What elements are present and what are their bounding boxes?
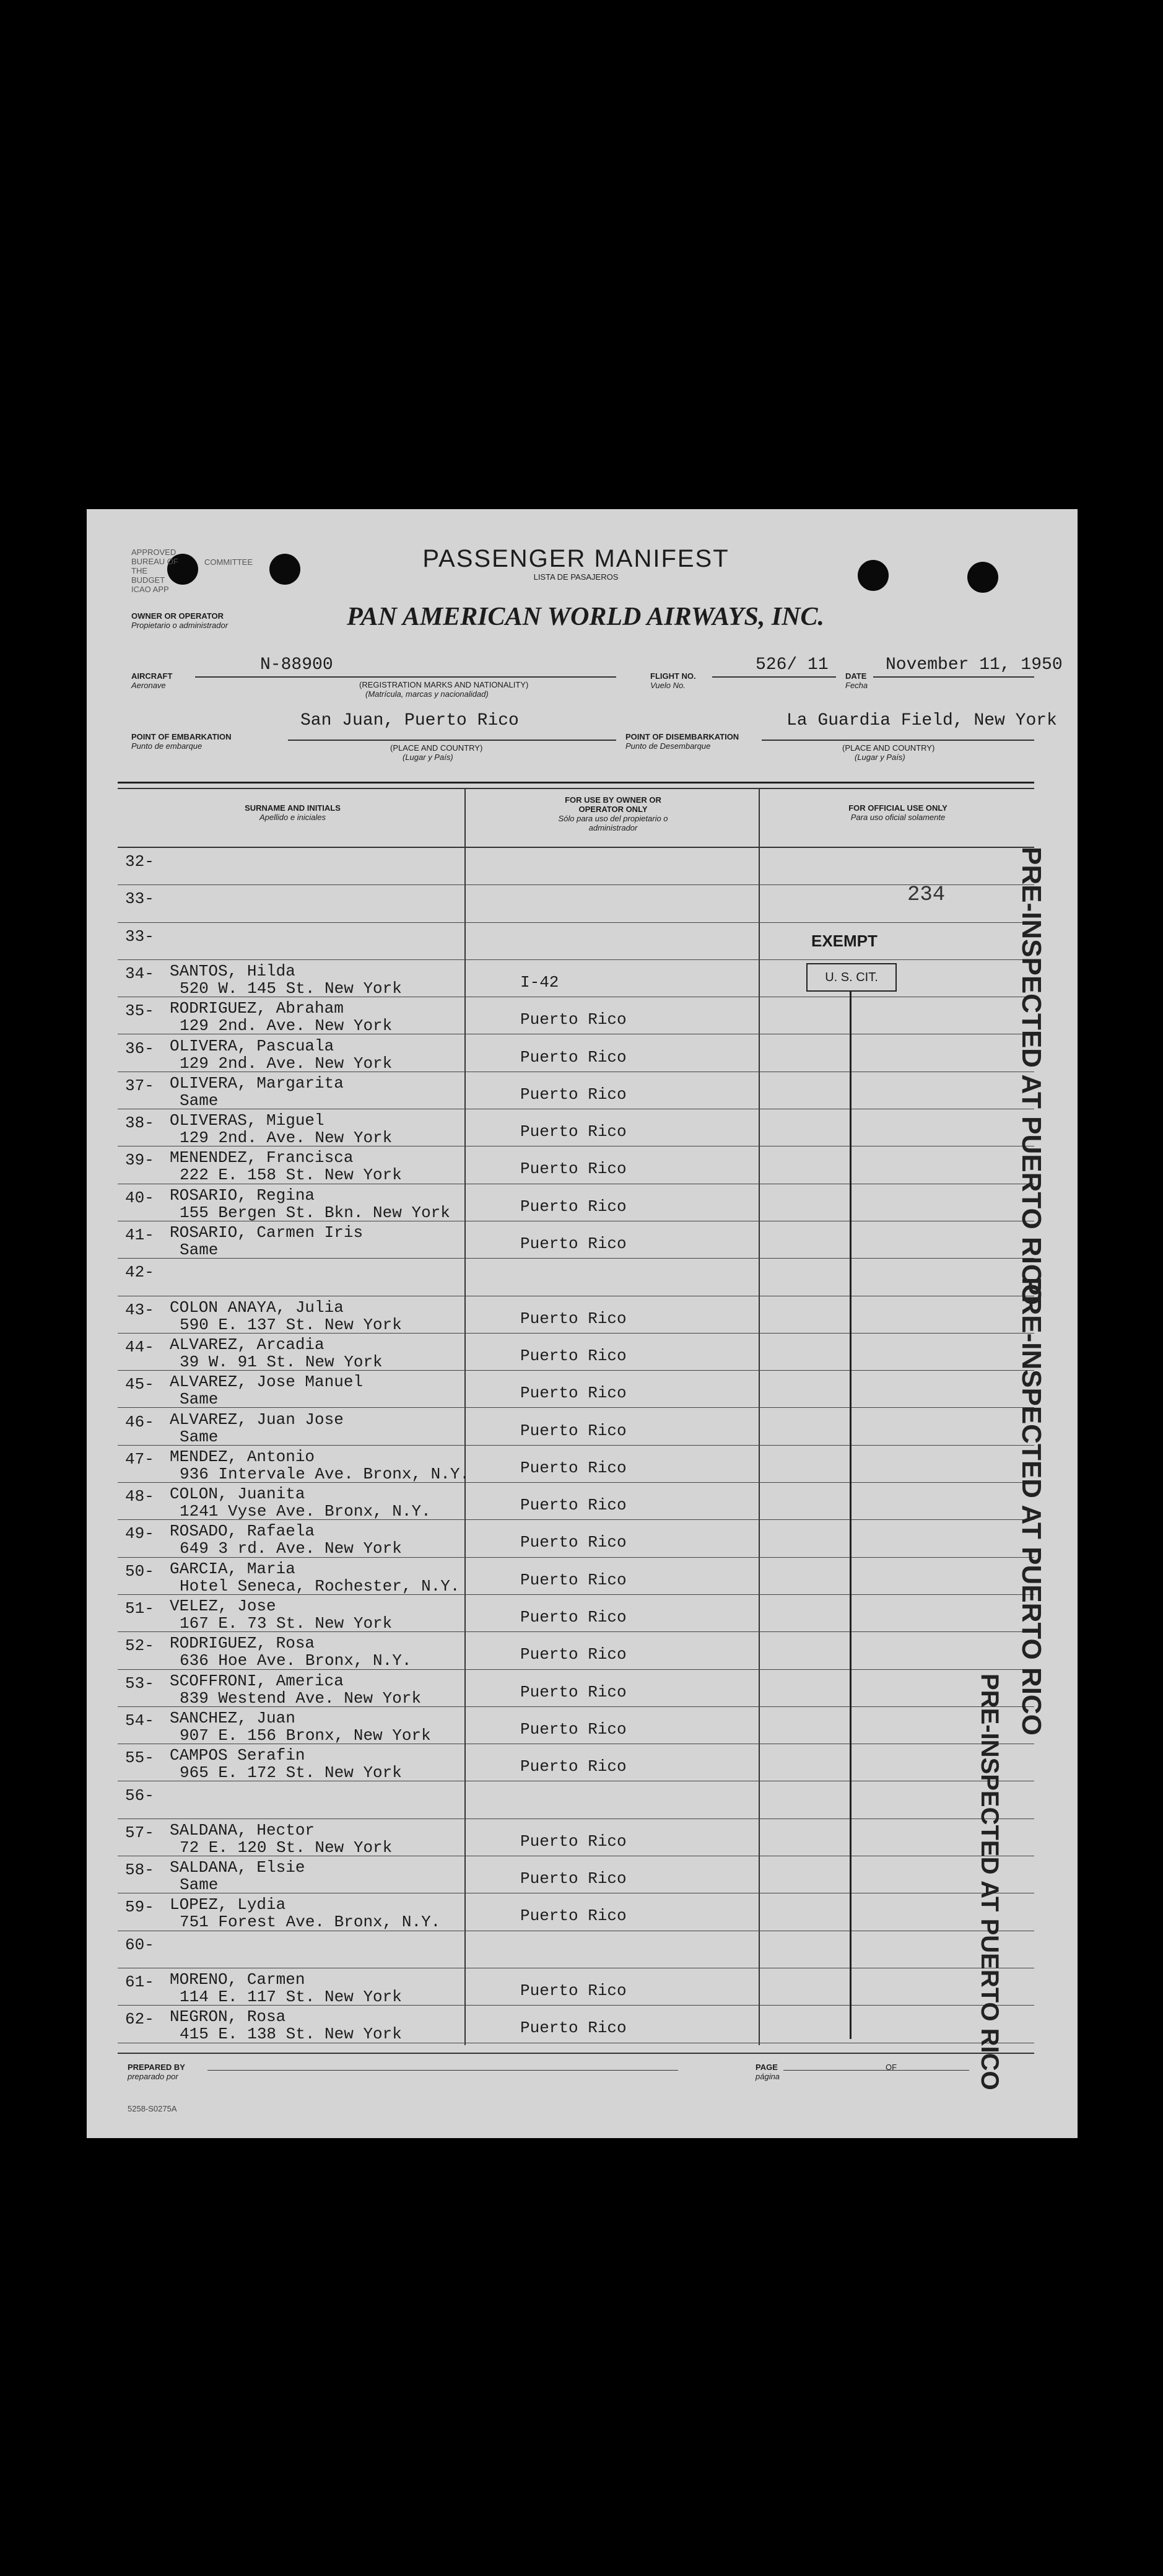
aircraft-label-es: Aeronave	[131, 681, 166, 690]
passenger-address: 520 W. 145 St. New York	[180, 979, 402, 998]
table-row	[87, 1857, 1078, 1894]
us-cit-stamp: U. S. CIT.	[806, 963, 897, 992]
row-number: 62-	[125, 2010, 154, 2029]
passenger-name: ALVAREZ, Juan Jose	[170, 1410, 344, 1429]
table-row	[87, 1894, 1078, 1931]
passenger-name: COLON ANAYA, Julia	[170, 1298, 344, 1317]
passenger-address: Same	[180, 1390, 219, 1409]
pre-inspected-stamp: PRE-INSPECTED AT PUERTO RICO	[976, 1674, 1003, 2090]
row-number: 54-	[125, 1711, 154, 1730]
embark-place-caption-es: (Lugar y País)	[403, 753, 453, 762]
date-label: DATE	[845, 671, 867, 681]
airline-name: PAN AMERICAN WORLD AIRWAYS, INC.	[347, 603, 825, 631]
row-divider	[118, 1631, 1034, 1632]
row-number: 52-	[125, 1636, 154, 1656]
row-number: 43-	[125, 1300, 154, 1319]
disembark-value: La Guardia Field, New York	[786, 711, 1057, 730]
table-row	[87, 1409, 1078, 1446]
row-divider	[118, 1407, 1034, 1408]
approval-line: BUDGET	[131, 575, 165, 585]
table-row	[87, 1596, 1078, 1633]
disembark-place-caption-es: (Lugar y País)	[855, 753, 905, 762]
passenger-name: ALVAREZ, Jose Manuel	[170, 1373, 364, 1392]
row-divider	[118, 1519, 1034, 1520]
flight-label-es: Vuelo No.	[650, 681, 686, 690]
table-row	[87, 1334, 1078, 1371]
table-row	[87, 1483, 1078, 1521]
table-row	[87, 1222, 1078, 1259]
citizenship: Puerto Rico	[520, 1047, 627, 1067]
citizenship: Puerto Rico	[520, 1234, 627, 1253]
passenger-address: 649 3 rd. Ave. New York	[180, 1539, 402, 1558]
table-row	[87, 1073, 1078, 1110]
approval-line: ICAO APP	[131, 585, 169, 594]
passenger-address: 636 Hoe Ave. Bronx, N.Y.	[180, 1651, 412, 1670]
bracket-line	[850, 990, 852, 2039]
citizenship: Puerto Rico	[520, 1421, 627, 1440]
row-divider	[118, 922, 1034, 923]
row-divider	[118, 1333, 1034, 1334]
row-number: 56-	[125, 1786, 154, 1805]
row-number: 48-	[125, 1487, 154, 1506]
passenger-name: RODRIGUEZ, Rosa	[170, 1634, 315, 1653]
passenger-address: 39 W. 91 St. New York	[180, 1352, 383, 1371]
passenger-name: SALDANA, Hector	[170, 1820, 315, 1840]
passenger-address: 839 Westend Ave. New York	[180, 1688, 422, 1708]
table-row	[87, 1633, 1078, 1670]
passenger-address: 129 2nd. Ave. New York	[180, 1054, 393, 1073]
passenger-name: COLON, Juanita	[170, 1485, 305, 1504]
passenger-address: Same	[180, 1241, 219, 1259]
row-number: 59-	[125, 1898, 154, 1917]
passenger-address: 167 E. 73 St. New York	[180, 1614, 393, 1633]
passenger-name: ROSARIO, Carmen Iris	[170, 1223, 364, 1242]
table-row	[87, 1371, 1078, 1408]
row-number: 45-	[125, 1375, 154, 1394]
owner-header-label-es: Sólo para uso del propietario o administrador	[558, 814, 668, 832]
table-row	[87, 1708, 1078, 1745]
official-header-label-es: Para uso oficial solamente	[850, 813, 946, 822]
surname-header-label: SURNAME AND INITIALS	[245, 803, 341, 813]
citizenship: Puerto Rico	[520, 1085, 627, 1104]
passenger-name: LOPEZ, Lydia	[170, 1895, 286, 1915]
citizenship: Puerto Rico	[520, 2019, 627, 2038]
row-divider	[118, 1445, 1034, 1446]
passenger-name: OLIVERAS, Miguel	[170, 1111, 325, 1130]
citizenship: Puerto Rico	[520, 1645, 627, 1664]
row-number: 46-	[125, 1412, 154, 1431]
table-row	[87, 1969, 1078, 2006]
passenger-name: VELEZ, Jose	[170, 1597, 276, 1615]
row-divider	[118, 1706, 1034, 1707]
manifest-sheet	[87, 509, 1078, 2138]
page-underline	[783, 2070, 969, 2071]
row-number: 32-	[125, 852, 154, 871]
aircraft-value: N-88900	[260, 655, 333, 675]
passenger-address: Same	[180, 1427, 219, 1446]
citizenship: Puerto Rico	[520, 1608, 627, 1626]
flight-label: FLIGHT NO.	[650, 671, 696, 681]
of-label: OF	[886, 2063, 897, 2072]
page-count-annotation: 234	[907, 883, 946, 907]
citizenship: Puerto Rico	[520, 1496, 627, 1515]
disembark-place-caption: (PLACE AND COUNTRY)	[842, 743, 935, 753]
passenger-address: 129 2nd. Ave. New York	[180, 1129, 393, 1148]
table-row	[87, 998, 1078, 1035]
prepared-underline	[207, 2070, 678, 2071]
row-number: 35-	[125, 1002, 154, 1021]
owner-label: OWNER OR OPERATOR	[131, 611, 224, 621]
table-row	[87, 1521, 1078, 1558]
row-number: 47-	[125, 1449, 154, 1469]
citizenship: Puerto Rico	[520, 1384, 627, 1403]
table-row	[87, 1185, 1078, 1222]
row-number: 33-	[125, 889, 154, 909]
passenger-name: OLIVERA, Margarita	[170, 1073, 344, 1093]
passenger-name: MENENDEZ, Francisca	[170, 1148, 354, 1168]
page-subtitle: LISTA DE PASAJEROS	[533, 572, 619, 582]
citizenship: Puerto Rico	[520, 1159, 627, 1179]
disembark-label-es: Punto de Desembarque	[625, 741, 711, 751]
citizenship: Puerto Rico	[520, 1832, 627, 1851]
row-divider	[118, 1818, 1034, 1819]
prepared-label-es: preparado por	[128, 2072, 178, 2081]
citizenship: I-42	[520, 972, 559, 992]
row-number: 53-	[125, 1674, 154, 1693]
table-row	[87, 1297, 1078, 1334]
citizenship: Puerto Rico	[520, 1346, 627, 1365]
passenger-address: 907 E. 156 Bronx, New York	[180, 1726, 431, 1745]
passenger-name: MORENO, Carmen	[170, 1970, 305, 1989]
footer-rule	[118, 2053, 1034, 2054]
row-number: 38-	[125, 1114, 154, 1133]
table-row	[87, 961, 1078, 998]
pre-inspected-stamp: PRE-INSPECTED AT PUERTO RICO	[1016, 1277, 1047, 1736]
table-row	[87, 1745, 1078, 1782]
row-number: 58-	[125, 1861, 154, 1880]
citizenship: Puerto Rico	[520, 1757, 627, 1776]
embark-place-caption: (PLACE AND COUNTRY)	[390, 743, 483, 753]
citizenship: Puerto Rico	[520, 1869, 627, 1888]
passenger-address: Same	[180, 1091, 219, 1110]
table-row	[87, 1446, 1078, 1483]
citizenship: Puerto Rico	[520, 1570, 627, 1589]
prepared-label: PREPARED BY	[128, 2063, 185, 2072]
row-divider	[118, 1669, 1034, 1670]
row-number: 50-	[125, 1561, 154, 1581]
table-row	[87, 1670, 1078, 1708]
table-row	[87, 1110, 1078, 1147]
passenger-address: Hotel Seneca, Rochester, N.Y.	[180, 1576, 460, 1596]
embark-label-es: Punto de embarque	[131, 741, 203, 751]
exempt-stamp: EXEMPT	[811, 932, 878, 950]
row-number: 49-	[125, 1524, 154, 1543]
disembark-label: POINT OF DISEMBARKATION	[625, 732, 739, 741]
passenger-name: SCOFFRONI, America	[170, 1671, 344, 1690]
passenger-table	[87, 509, 1078, 2138]
page-label: PAGE	[756, 2063, 778, 2072]
citizenship: Puerto Rico	[520, 1533, 627, 1552]
table-row	[87, 1147, 1078, 1184]
citizenship: Puerto Rico	[520, 1122, 627, 1142]
row-number: 40-	[125, 1188, 154, 1207]
row-number: 55-	[125, 1749, 154, 1768]
row-number: 39-	[125, 1151, 154, 1170]
row-number: 57-	[125, 1823, 154, 1842]
passenger-address: 965 E. 172 St. New York	[180, 1763, 402, 1783]
embark-value: San Juan, Puerto Rico	[300, 711, 519, 730]
passenger-address: 415 E. 138 St. New York	[180, 2025, 402, 2044]
passenger-address: 222 E. 158 St. New York	[180, 1166, 402, 1185]
embark-label: POINT OF EMBARKATION	[131, 732, 232, 741]
passenger-address: 590 E. 137 St. New York	[180, 1315, 402, 1334]
citizenship: Puerto Rico	[520, 1719, 627, 1739]
row-number: 42-	[125, 1263, 154, 1282]
approval-committee: COMMITTEE	[204, 557, 253, 567]
passenger-name: OLIVERA, Pascuala	[170, 1036, 334, 1055]
passenger-address: 751 Forest Ave. Bronx, N.Y.	[180, 1913, 441, 1932]
table-row	[87, 1259, 1078, 1296]
form-number: 5258-S0275A	[128, 2104, 177, 2113]
approval-line: APPROVED	[131, 548, 176, 557]
citizenship: Puerto Rico	[520, 1906, 627, 1926]
passenger-name: SALDANA, Elsie	[170, 1858, 305, 1877]
row-number: 36-	[125, 1039, 154, 1058]
row-divider	[118, 1594, 1034, 1595]
passenger-name: ROSARIO, Regina	[170, 1185, 315, 1205]
row-divider	[118, 1258, 1034, 1259]
row-divider	[118, 1482, 1034, 1483]
passenger-name: SANTOS, Hilda	[170, 961, 295, 980]
passenger-address: 72 E. 120 St. New York	[180, 1838, 393, 1857]
pre-inspected-stamp: PRE-INSPECTED AT PUERTO RICO	[1016, 847, 1047, 1305]
row-divider	[118, 1370, 1034, 1371]
passenger-name: GARCIA, Maria	[170, 1559, 295, 1578]
passenger-address: 1241 Vyse Ave. Bronx, N.Y.	[180, 1502, 431, 1521]
table-row	[87, 1036, 1078, 1073]
passenger-address: 114 E. 117 St. New York	[180, 1988, 402, 2006]
citizenship: Puerto Rico	[520, 1010, 627, 1029]
table-row	[87, 923, 1078, 961]
row-divider	[118, 959, 1034, 960]
table-row	[87, 1932, 1078, 1969]
passenger-address: 936 Intervale Ave. Bronx, N.Y.	[180, 1464, 470, 1483]
citizenship: Puerto Rico	[520, 1981, 627, 2000]
date-value: November 11, 1950	[886, 655, 1063, 675]
table-row	[87, 1820, 1078, 1857]
citizenship: Puerto Rico	[520, 1309, 627, 1328]
row-divider	[118, 1557, 1034, 1558]
passenger-address: 129 2nd. Ave. New York	[180, 1016, 393, 1036]
row-number: 37-	[125, 1076, 154, 1095]
row-number: 34-	[125, 964, 154, 983]
passenger-name: NEGRON, Rosa	[170, 2007, 286, 2027]
flight-value: 526/ 11	[756, 655, 829, 675]
table-row	[87, 2006, 1078, 2043]
registration-caption-es: (Matrícula, marcas y nacionalidad)	[365, 689, 489, 699]
passenger-address: 155 Bergen St. Bkn. New York	[180, 1203, 450, 1222]
date-label-es: Fecha	[845, 681, 868, 690]
owner-label-es: Propietario o administrador	[131, 621, 229, 630]
registration-caption: (REGISTRATION MARKS AND NATIONALITY)	[359, 680, 529, 689]
page-title: PASSENGER MANIFEST	[422, 545, 730, 572]
page-label-es: página	[756, 2072, 780, 2081]
row-number: 44-	[125, 1337, 154, 1356]
owner-header-label: FOR USE BY OWNER OR OPERATOR ONLY	[565, 795, 661, 814]
passenger-name: RODRIGUEZ, Abraham	[170, 999, 344, 1018]
row-number: 33-	[125, 927, 154, 946]
passenger-name: SANCHEZ, Juan	[170, 1708, 295, 1727]
official-header-label: FOR OFFICIAL USE ONLY	[848, 803, 947, 813]
row-number: 60-	[125, 1935, 154, 1954]
passenger-name: CAMPOS Serafin	[170, 1746, 305, 1765]
aircraft-label: AIRCRAFT	[131, 671, 173, 681]
citizenship: Puerto Rico	[520, 1197, 627, 1216]
table-row	[87, 849, 1078, 886]
table-row	[87, 1783, 1078, 1820]
surname-header-label-es: Apellido e iniciales	[259, 813, 326, 822]
table-row	[87, 1558, 1078, 1596]
row-number: 41-	[125, 1226, 154, 1244]
passenger-address: Same	[180, 1875, 219, 1895]
passenger-name: ROSADO, Rafaela	[170, 1522, 315, 1541]
passenger-name: MENDEZ, Antonio	[170, 1447, 315, 1466]
row-divider	[118, 2005, 1034, 2006]
row-divider	[118, 884, 1034, 885]
row-number: 61-	[125, 1973, 154, 1991]
citizenship: Puerto Rico	[520, 1458, 627, 1477]
passenger-name: ALVAREZ, Arcadia	[170, 1335, 325, 1354]
citizenship: Puerto Rico	[520, 1682, 627, 1701]
approval-line: BUREAU OF THE	[131, 557, 178, 575]
row-number: 51-	[125, 1599, 154, 1618]
